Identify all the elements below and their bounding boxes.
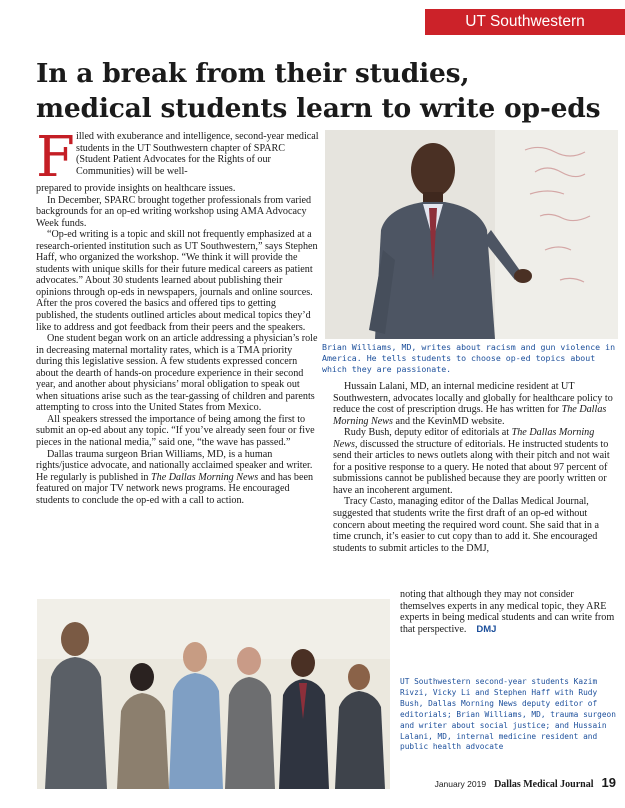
paragraph-9-tail bbox=[400, 589, 618, 635]
paragraph-9: Tracy Casto, managing editor of the Dallas Medical Journal, suggested that students write the first draft of an op-ed without concern about meeting the required word count. She said that in a time crunch, it’s easier to cut copy than to add it. She encouraged students to submit articles to the DMJ, bbox=[333, 496, 599, 554]
end-mark: DMJ bbox=[476, 623, 497, 635]
headline bbox=[36, 56, 611, 126]
issue-date: January 2019 bbox=[434, 779, 487, 789]
paragraph-4: One student began work on an article addressing a physician’s role in decreasing maternal mortality rates, which is a TMA priority during this legislative session. A few students expressed concern about the dearth of hands-on procedure experience in their second year, and another about physicians’ moral obligation to speak out when situations arise such as the tear-gassing of children and parents attempting to cross into the United States from Mexico. bbox=[36, 333, 318, 414]
paragraph-6-italic: The Dallas Morning News bbox=[151, 471, 259, 483]
paragraph-7-italic: The Dallas Morning News bbox=[333, 404, 607, 427]
group-photo bbox=[37, 599, 390, 789]
paragraph-7-a: Hussain Lalani, MD, an internal medicine resident at UT Southwestern, advocates locally and globally for healthcare policy to reduce the cost of prescription drugs. He has written for bbox=[333, 381, 613, 416]
article-right-column bbox=[333, 381, 617, 554]
lead-text: illed with exuberance and intelligence, second-year medical students in the UT Southwestern chapter of SPARC (Student Patient Advocates for the Rights of our Communities) will be well- bbox=[76, 131, 319, 177]
paragraph-6 bbox=[36, 449, 319, 507]
paragraph-8-italic: The Dallas Morning News bbox=[333, 427, 595, 450]
paragraph-6-a: Dallas trauma surgeon Brian Williams, MD, is a human rights/justice advocate, and nationally acclaimed speaker and writer. He regularly is published in bbox=[36, 448, 313, 483]
paragraph-8 bbox=[333, 427, 617, 496]
paragraph-8-b: , discussed the structure of editorials. He instructed students to send their articles to news outlets along with their pitch and not wait for a positive response to a query. He noted that about 97 percent of submissions cannot be published because they are poorly written or have an incoherent argument. bbox=[333, 438, 610, 496]
speaker-photo-illustration bbox=[325, 130, 618, 339]
paragraph-9-tail-text: noting that although they may not consider themselves experts in any medical topic, they ARE experts in being medical students and can write from that perspective. bbox=[400, 589, 615, 635]
paragraph-6-b: and has been featured on major TV network news programs. He encouraged students to conclude the op-ed with a call to action. bbox=[36, 471, 314, 506]
paragraph-7 bbox=[333, 381, 617, 427]
paragraph-8-a: Rudy Bush, deputy editor of editorials at bbox=[344, 427, 512, 439]
group-photo-caption: UT Southwestern second-year students Kazim Rivzi, Vicky Li and Stephen Haff with Rudy Bush, Dallas Morning News deputy editor of editorials; Brian Williams, MD, trauma surgeon and writer about social justice; and Hussain Lalani, MD, internal medicine resident and public health advocate bbox=[400, 677, 616, 752]
lead-text-continued: prepared to provide insights on healthcare issues. bbox=[36, 183, 236, 194]
headline-line-1: In a break from their studies, bbox=[36, 58, 470, 89]
paragraph-3: “Op-ed writing is a topic and skill not frequently emphasized at a research-oriented institution such as UT Southwestern,” says Stephen Haff, who organized the workshop. “We think it will provide the students with unique skills for their future medical careers as patient advocates.” About 30 students learned about publishing their opinions through op-eds in newspapers, journals and online sources. After the pros covered the basics and offered tips to getting published, the students outlined articles about medical topics they’d like to address and got feedback from their peers and the speakers. bbox=[36, 229, 318, 333]
speaker-photo-caption: Brian Williams, MD, writes about racism and gun violence in America. He tells students to choose op-ed topics about which they are passionate. bbox=[322, 342, 616, 374]
page-footer bbox=[404, 775, 616, 789]
paragraph-7-b: and the KevinMD website. bbox=[392, 415, 505, 427]
paragraph-2: In December, SPARC brought together professionals from varied backgrounds for an op-ed writing workshop using AMA Advocacy Week funds. bbox=[36, 194, 312, 229]
journal-name: Dallas Medical Journal bbox=[494, 779, 594, 790]
headline-line-2: medical students learn to write op-eds bbox=[36, 93, 601, 124]
page-number: 19 bbox=[601, 775, 616, 790]
paragraph-5: All speakers stressed the importance of being among the first to submit an op-ed about any topic. “If you’ve already seen four or five pieces in the national media,” said one, “the wave has passed.” bbox=[36, 413, 315, 449]
group-photo-illustration bbox=[37, 599, 390, 789]
section-tab: UT Southwestern bbox=[425, 9, 625, 35]
article-left-column bbox=[36, 125, 319, 506]
article-tail bbox=[400, 589, 618, 635]
drop-cap: F bbox=[36, 125, 75, 190]
speaker-photo bbox=[325, 130, 618, 339]
